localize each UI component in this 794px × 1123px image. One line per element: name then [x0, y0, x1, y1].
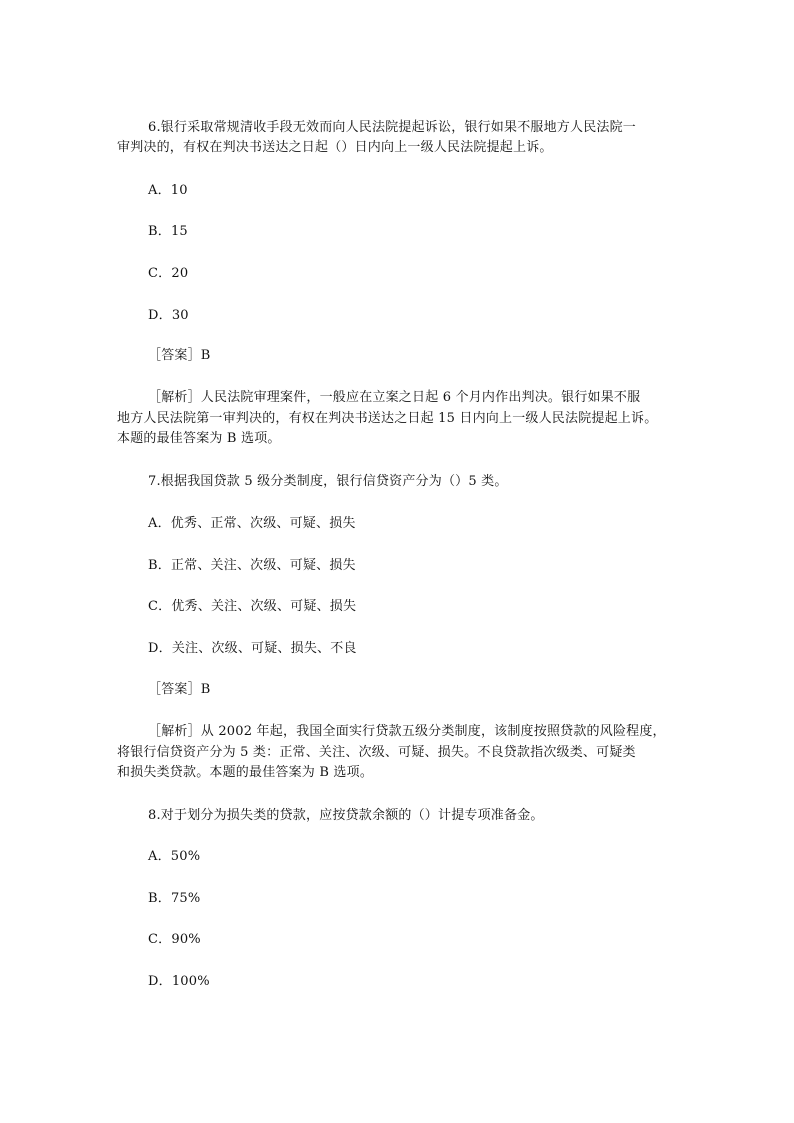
question-7-analysis-line-1: ［解析］从 2002 年起，我国全面实行贷款五级分类制度，该制度按照贷款的风险程度，	[148, 724, 666, 739]
question-6-option-b: B．15	[148, 224, 188, 239]
question-6-option-d: D．30	[148, 308, 189, 323]
question-7-option-b: B．正常、关注、次级、可疑、损失	[148, 558, 356, 573]
question-7-option-c: C．优秀、关注、次级、可疑、损失	[148, 599, 357, 614]
question-8-option-d: D．100%	[148, 974, 210, 989]
question-8-stem-line-1: 8.对于划分为损失类的贷款，应按贷款余额的（）计提专项准备金。	[148, 808, 544, 823]
question-6-stem-line-1: 6.银行采取常规清收手段无效而向人民法院提起诉讼，银行如果不服地方人民法院一	[148, 120, 637, 135]
question-7-analysis-line-2: 将银行信贷资产分为 5 类：正常、关注、次级、可疑、损失。不良贷款指次级类、可疑类	[117, 745, 636, 760]
question-6-analysis-line-1: ［解析］人民法院审理案件，一般应在立案之日起 6 个月内作出判决。银行如果不服	[148, 390, 641, 405]
question-7-analysis-line-3: 和损失类贷款。本题的最佳答案为 B 选项。	[117, 765, 374, 780]
question-8-option-a: A．50%	[148, 849, 201, 864]
question-7-option-a: A．优秀、正常、次级、可疑、损失	[148, 516, 356, 531]
question-6-option-a: A．10	[148, 183, 188, 198]
question-7-stem-line-1: 7.根据我国贷款 5 级分类制度，银行信贷资产分为（）5 类。	[148, 474, 508, 489]
question-7-answer: ［答案］B	[148, 682, 211, 697]
question-6-analysis-line-2: 地方人民法院第一审判决的，有权在判决书送达之日起 15 日内向上一级人民法院提起上诉。	[117, 411, 658, 426]
question-8-option-b: B．75%	[148, 891, 201, 906]
question-6-analysis-line-3: 本题的最佳答案为 B 选项。	[117, 431, 281, 446]
question-6-stem-line-2: 审判决的，有权在判决书送达之日起（）日内向上一级人民法院提起上诉。	[117, 140, 553, 155]
question-6-answer: ［答案］B	[148, 348, 211, 363]
question-7-option-d: D．关注、次级、可疑、损失、不良	[148, 641, 357, 656]
question-6-option-c: C．20	[148, 266, 189, 281]
question-8-option-c: C．90%	[148, 932, 201, 947]
